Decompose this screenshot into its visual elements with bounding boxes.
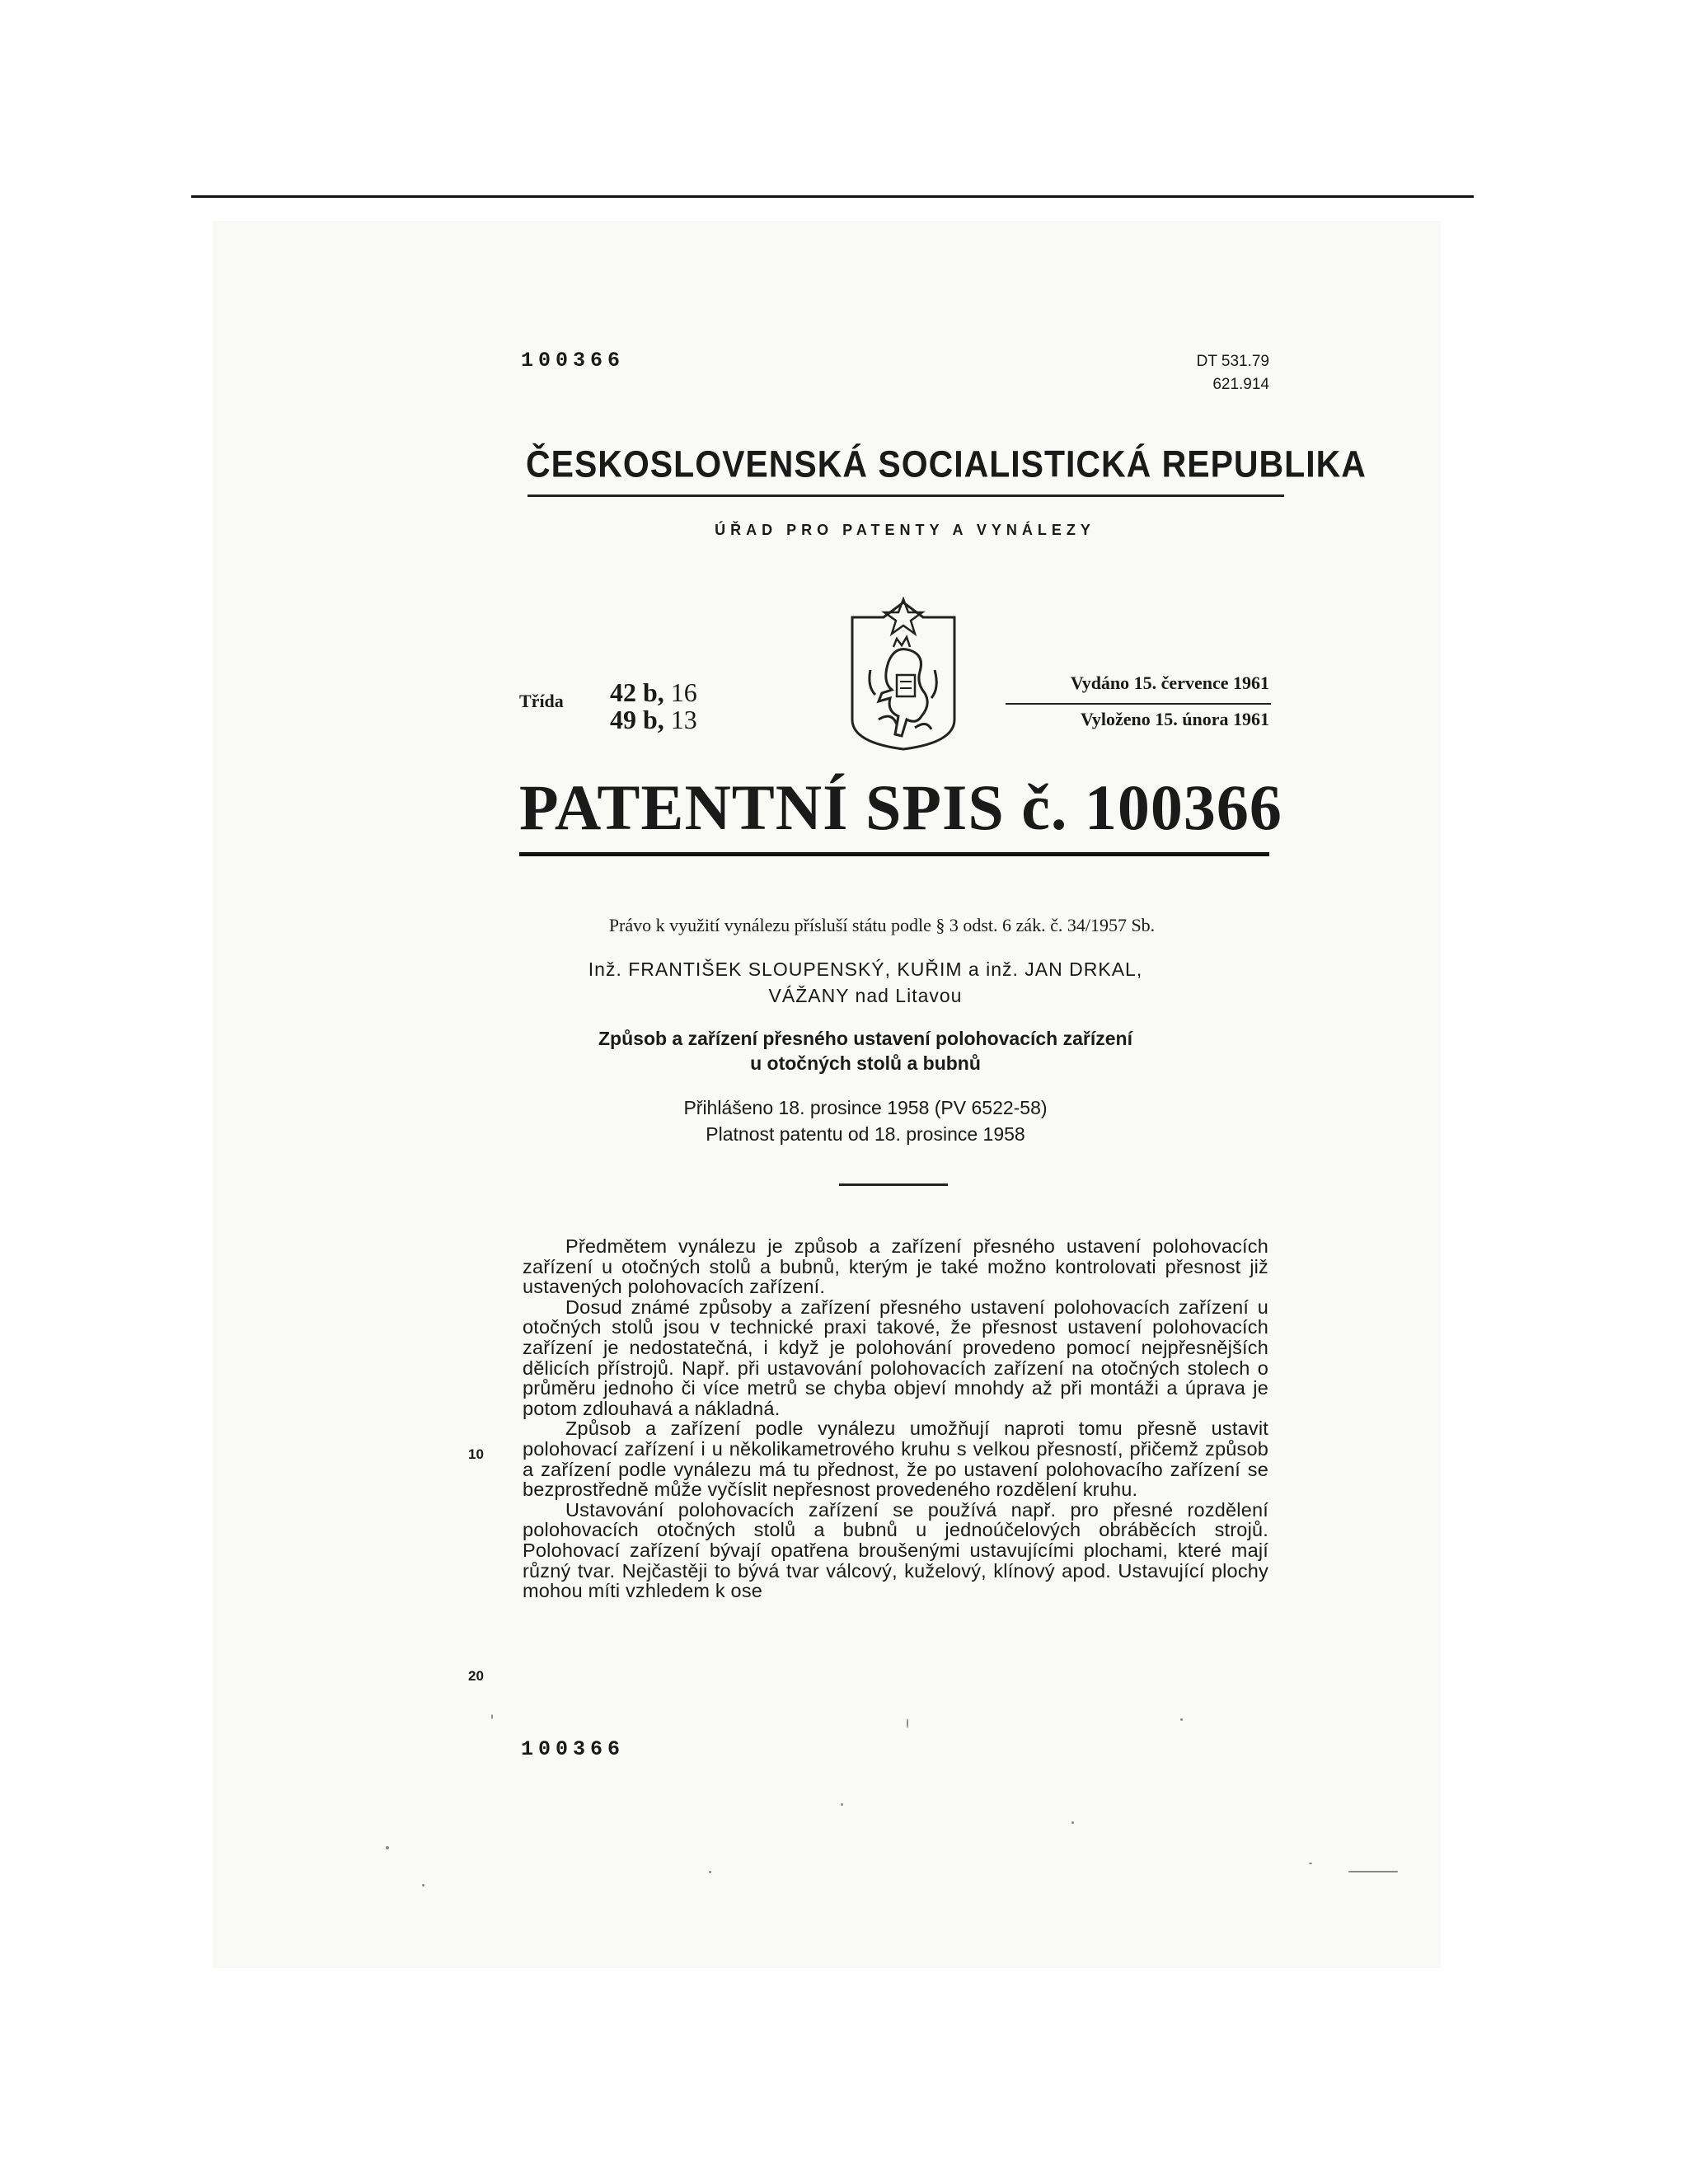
class-line-1	[610, 677, 697, 708]
class-2-main: 49 b,	[610, 705, 664, 734]
inventors	[478, 956, 1253, 1009]
line-number-20: 20	[468, 1668, 484, 1684]
republic-heading: ČESKOSLOVENSKÁ SOCIALISTICKÁ REPUBLIKA	[526, 443, 1367, 485]
inventors-line-1: Inž. FRANTIŠEK SLOUPENSKÝ, KUŘIM a inž. JAN DRKAL,	[588, 958, 1143, 980]
description-body	[523, 1236, 1268, 1601]
office-name: ÚŘAD PRO PATENTY A VYNÁLEZY	[715, 522, 1095, 538]
invention-title	[478, 1026, 1253, 1076]
paragraph-1: Předmětem vynálezu je způsob a zařízení přesného ustavení polohovacích zařízení u otočných stolů a bubnů, kterým je také možno kontrolovati přesnost již ustavených polohovacích zařízení.	[523, 1235, 1268, 1298]
document-number-top: 100366	[521, 349, 626, 373]
date-rule	[1006, 703, 1271, 705]
patent-title: PATENTNÍ SPIS č. 100366	[519, 771, 1282, 843]
republic-rule	[528, 494, 1284, 497]
dt-code-2: 621.914	[1212, 376, 1269, 393]
class-1-sub: 16	[670, 677, 697, 707]
issued-date: Vydáno 15. července 1961	[1070, 673, 1269, 693]
invention-title-line-2: u otočných stolů a bubnů	[750, 1052, 981, 1074]
filing-dates	[478, 1094, 1253, 1147]
top-rule	[191, 195, 1474, 198]
dt-codes	[1179, 350, 1269, 396]
validity-date: Platnost patentu od 18. prosince 1958	[706, 1123, 1025, 1145]
section-divider	[839, 1183, 948, 1186]
document-number-bottom: 100366	[521, 1737, 626, 1761]
class-label: Třída	[519, 691, 564, 711]
dt-code-1: DT 531.79	[1196, 353, 1269, 370]
inventors-line-2: VÁŽANY nad Litavou	[768, 985, 963, 1006]
state-emblem-lion-icon	[846, 596, 961, 752]
paragraph-2: Dosud známé způsoby a zařízení přesného ustavení polohovacích zařízení u otočných stolů jsou v technické praxi takové, že přesnost ustavení polohovacích zařízení je nedostatečná, i když je polohování provedeno pomocí nejpřesnějších dělicích přístrojů. Např. při ustavování polohovacích zařízení na otočných stolech o průměru jednoho či více metrů se chyba objeví mnohdy až při montáži a úprava je potom zdlouhavá a nákladná.	[523, 1296, 1268, 1419]
paragraph-4: Ustavování polohovacích zařízení se používá např. pro přesné rozdělení polohovacích otočných stolů a bubnů u jednoúčelových obráběcích strojů. Polohovací zařízení bývají opatřena broušenými ustavujícími plochami, které mají různý tvar. Nejčastěji to bývá tvar válcový, kuželový, klínový apod. Ustavující plochy mohou míti vzhledem k ose	[523, 1498, 1268, 1602]
filed-date: Přihlášeno 18. prosince 1958 (PV 6522-58)	[683, 1097, 1048, 1118]
laid-out-date: Vyloženo 15. února 1961	[1081, 709, 1269, 729]
class-line-2	[610, 705, 697, 735]
invention-title-line-1: Způsob a zařízení přesného ustavení polohovacích zařízení	[598, 1028, 1132, 1049]
class-1-main: 42 b,	[610, 677, 664, 707]
paragraph-3: Způsob a zařízení podle vynálezu umožňují naproti tomu přesně ustavit polohovací zařízení i u několikametrového kruhu s velkou přesností, přičemž způsob a zařízení podle vynálezu má tu přednost, že po ustavení polohovacího zařízení se bezprostředně může vyčíslit nepřesnost provedeného rozdělení kruhu.	[523, 1418, 1268, 1501]
title-rule	[519, 852, 1269, 856]
line-number-10: 10	[468, 1446, 484, 1462]
rights-statement: Právo k využití vynálezu přísluší státu podle § 3 odst. 6 zák. č. 34/1957 Sb.	[608, 915, 1156, 935]
class-2-sub: 13	[670, 705, 697, 734]
